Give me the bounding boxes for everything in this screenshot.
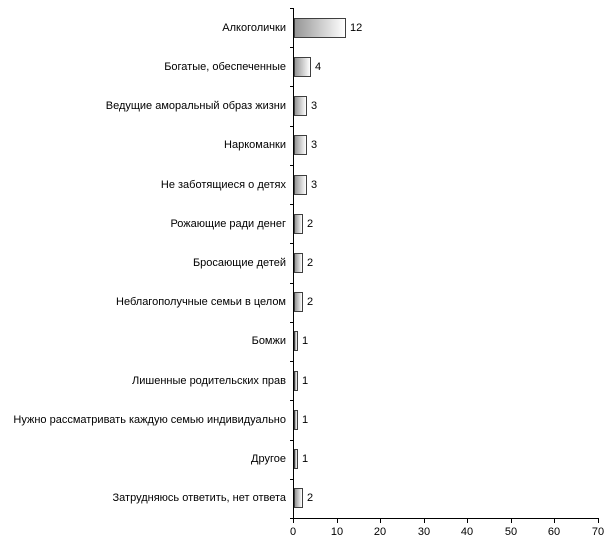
category-label: Бросающие детей bbox=[192, 257, 286, 269]
category-label: Другое bbox=[251, 453, 286, 465]
value-label: 1 bbox=[302, 335, 309, 347]
value-label: 1 bbox=[302, 453, 309, 465]
x-axis-tick bbox=[424, 518, 425, 523]
category-label: Богатые, обеспеченные bbox=[164, 61, 286, 73]
value-label: 1 bbox=[302, 414, 309, 426]
value-label: 3 bbox=[311, 139, 318, 151]
y-axis-tick bbox=[290, 47, 294, 48]
value-label: 2 bbox=[307, 218, 314, 230]
x-axis-tick-label: 10 bbox=[330, 526, 344, 538]
x-axis-tick bbox=[554, 518, 555, 523]
bar bbox=[294, 18, 346, 38]
category-label: Затрудняюсь ответить, нет ответа bbox=[112, 492, 286, 504]
x-axis-tick-label: 60 bbox=[547, 526, 561, 538]
value-label: 3 bbox=[311, 179, 318, 191]
x-axis-tick bbox=[380, 518, 381, 523]
value-label: 2 bbox=[307, 492, 314, 504]
y-axis-tick bbox=[290, 204, 294, 205]
y-axis-tick bbox=[290, 126, 294, 127]
bar bbox=[294, 253, 303, 273]
category-label: Бомжи bbox=[251, 335, 286, 347]
x-axis-tick-label: 50 bbox=[504, 526, 518, 538]
x-axis-tick-label: 20 bbox=[373, 526, 387, 538]
bar bbox=[294, 135, 307, 155]
bar bbox=[294, 488, 303, 508]
value-label: 1 bbox=[302, 375, 309, 387]
value-label: 2 bbox=[307, 257, 314, 269]
x-axis-tick bbox=[598, 518, 599, 523]
x-axis-tick bbox=[293, 518, 294, 523]
value-label: 3 bbox=[311, 100, 318, 112]
x-axis-tick-label: 30 bbox=[417, 526, 431, 538]
value-label: 4 bbox=[315, 61, 322, 73]
bar bbox=[294, 57, 311, 77]
bar bbox=[294, 371, 298, 391]
x-axis-tick-label: 0 bbox=[289, 526, 297, 538]
category-label: Нужно рассматривать каждую семью индивидуально bbox=[13, 414, 286, 426]
y-axis-tick bbox=[290, 165, 294, 166]
bar bbox=[294, 96, 307, 116]
bar bbox=[294, 292, 303, 312]
bar bbox=[294, 449, 298, 469]
bar bbox=[294, 410, 298, 430]
category-label: Не заботящиеся о детях bbox=[160, 179, 286, 191]
y-axis-tick bbox=[290, 283, 294, 284]
y-axis-tick bbox=[290, 400, 294, 401]
y-axis-tick bbox=[290, 86, 294, 87]
y-axis-tick bbox=[290, 361, 294, 362]
category-label: Ведущие аморальный образ жизни bbox=[105, 100, 286, 112]
category-label: Алкоголички bbox=[222, 22, 286, 34]
y-axis-tick bbox=[290, 8, 294, 9]
x-axis-tick bbox=[467, 518, 468, 523]
bar bbox=[294, 175, 307, 195]
category-label: Рожающие ради денег bbox=[170, 218, 286, 230]
bar bbox=[294, 331, 298, 351]
x-axis-tick bbox=[511, 518, 512, 523]
y-axis-tick bbox=[290, 322, 294, 323]
category-label: Неблагополучные семьи в целом bbox=[116, 296, 286, 308]
y-axis-tick bbox=[290, 243, 294, 244]
y-axis-tick bbox=[290, 440, 294, 441]
x-axis-tick bbox=[337, 518, 338, 523]
value-label: 2 bbox=[307, 296, 314, 308]
y-axis-tick bbox=[290, 479, 294, 480]
bar bbox=[294, 214, 303, 234]
value-label: 12 bbox=[350, 22, 363, 34]
category-label: Лишенные родительских прав bbox=[132, 375, 286, 387]
category-label: Наркоманки bbox=[224, 139, 286, 151]
x-axis-tick-label: 40 bbox=[460, 526, 474, 538]
x-axis-tick-label: 70 bbox=[591, 526, 605, 538]
